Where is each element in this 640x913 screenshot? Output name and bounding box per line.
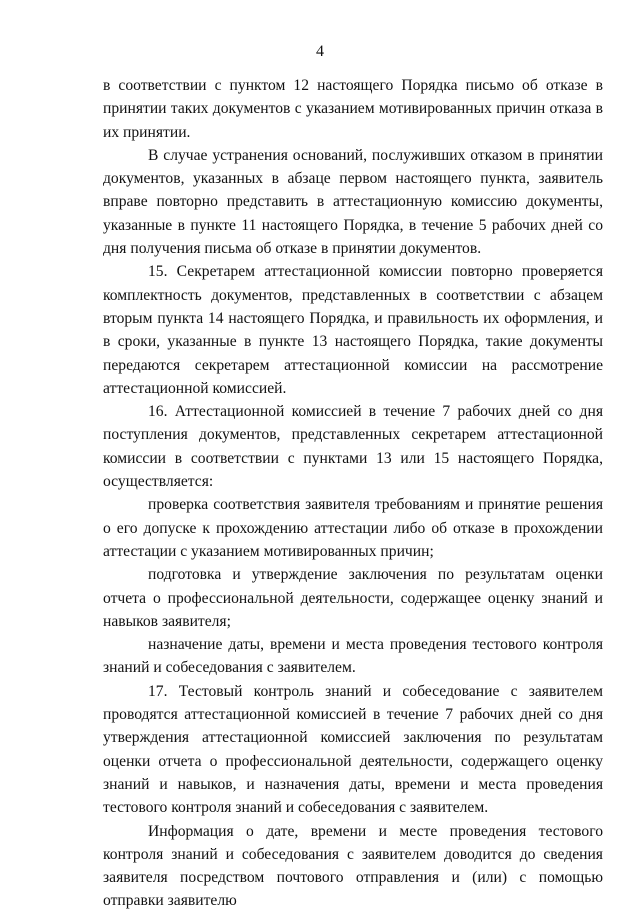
paragraph-information: Информация о дате, времени и месте проведения тестового контроля знаний и собеседования с заявителем доводится до сведения заявителя посредством почтового отправления и (или) с помощью отправки заявителю [103,822,603,910]
paragraph-clause-16-item-1: проверка соответствия заявителя требованиям и принятие решения о его допуске к прохождению аттестации либо об отказе в прохождении аттестации с указанием мотивированных причин; [103,496,603,560]
paragraph-resubmission: В случае устранения оснований, послуживших отказом в принятии документов, указанных в абзаце первом настоящего пункта, заявитель вправе повторно представить в аттестационную комиссию документы, указанные в пункте 11 настоящего Порядка, в течение 5 рабочих дней со дня получения письма об отказе в принятии документов. [103,146,603,258]
paragraph-clause-16: 16. Аттестационной комиссией в течение 7 рабочих дней со дня поступления документов, представленных секретарем аттестационной комиссии в соответствии с пунктами 13 или 15 настоящего Порядка, осуществляется: [103,403,603,491]
paragraph-clause-16-item-2: подготовка и утверждение заключения по результатам оценки отчета о профессиональной деятельности, содержащее оценку знаний и навыков заявителя; [103,566,603,630]
body-text [103,74,603,913]
paragraph-clause-16-item-3: назначение даты, времени и места проведения тестового контроля знаний и собеседования с заявителем. [103,636,603,677]
paragraph-clause-15: 15. Секретарем аттестационной комиссии повторно проверяется комплектность документов, представленных в соответствии с абзацем вторым пункта 14 настоящего Порядка, и правильность их оформления, и в сроки, указанные в пункте 13 настоящего Порядка, такие документы передаются секретарем аттестационной комиссии на рассмотрение аттестационной комиссией. [103,263,603,397]
paragraph-continuation: в соответствии с пунктом 12 настоящего Порядка письмо об отказе в принятии таких документов с указанием мотивированных причин отказа в их принятии. [103,77,603,141]
paragraph-clause-17: 17. Тестовый контроль знаний и собеседование с заявителем проводятся аттестационной комиссией в течение 7 рабочих дней со дня утверждения аттестационной комиссией заключения по результатам оценки отчета о профессиональной деятельности, содержащего оценку знаний и навыков, и назначения даты, времени и места проведения тестового контроля знаний и собеседования с заявителем. [103,682,603,817]
page-number: 4 [316,43,324,60]
